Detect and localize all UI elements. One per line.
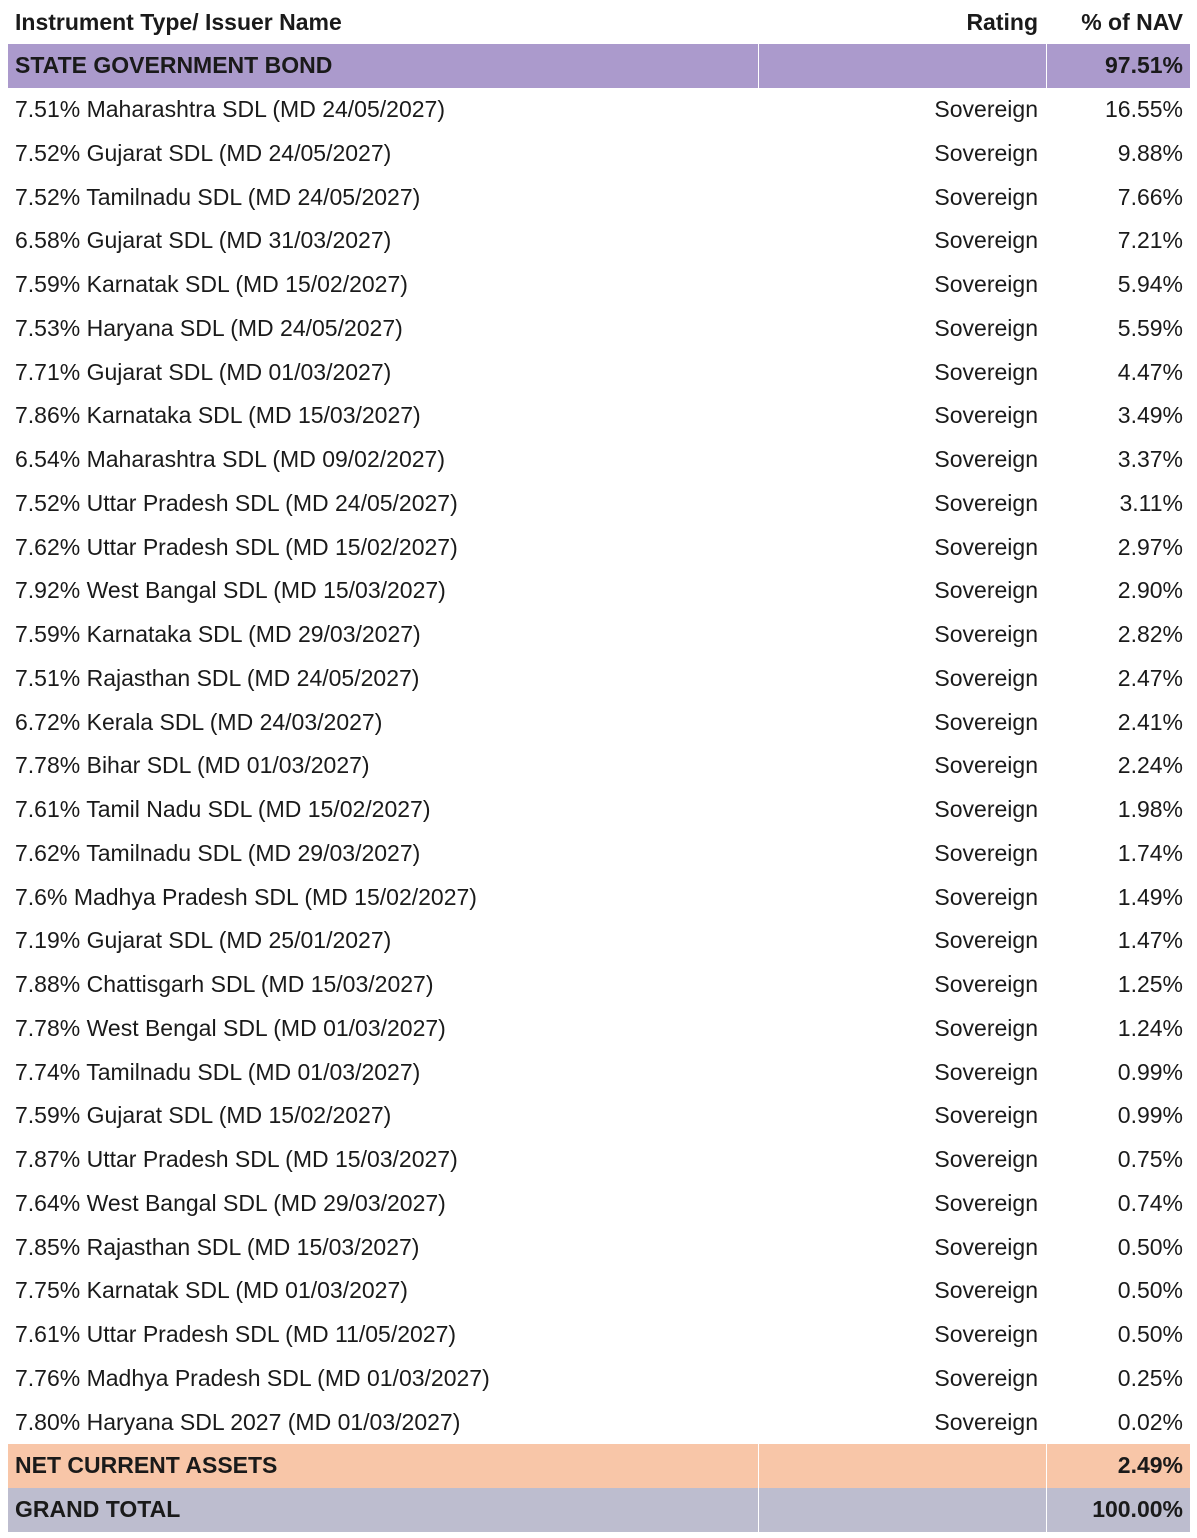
table-row [8, 1007, 1190, 1051]
holding-rating: Sovereign [934, 796, 1038, 823]
holding-nav: 2.24% [1117, 752, 1183, 779]
table-row [8, 1182, 1190, 1226]
table-row [8, 1269, 1190, 1313]
table-row [8, 132, 1190, 176]
holding-nav: 16.55% [1104, 96, 1183, 123]
holding-nav: 2.41% [1117, 708, 1183, 735]
holding-nav: 0.50% [1117, 1233, 1183, 1260]
holding-rating: Sovereign [934, 314, 1038, 341]
holding-nav: 0.99% [1117, 1058, 1183, 1085]
net-current-assets-rating [758, 1444, 1046, 1488]
table-row [8, 744, 1190, 788]
table-row [8, 350, 1190, 394]
section-rating [758, 44, 1046, 88]
holding-rating: Sovereign [934, 927, 1038, 954]
table-row [8, 482, 1190, 526]
holding-name: 7.92% West Bangal SDL (MD 15/03/2027) [15, 577, 446, 604]
holding-nav: 7.21% [1117, 227, 1183, 254]
holding-name: 7.61% Tamil Nadu SDL (MD 15/02/2027) [15, 796, 431, 823]
grand-total-rating [758, 1488, 1046, 1532]
grand-total-row [8, 1488, 1190, 1532]
holding-nav: 5.94% [1117, 271, 1183, 298]
table-row [8, 1400, 1190, 1444]
holding-name: 7.19% Gujarat SDL (MD 25/01/2027) [15, 927, 392, 954]
table-row [8, 175, 1190, 219]
holding-name: 7.51% Rajasthan SDL (MD 24/05/2027) [15, 664, 420, 691]
holding-nav: 2.90% [1117, 577, 1183, 604]
holding-name: 7.59% Karnataka SDL (MD 29/03/2027) [15, 621, 421, 648]
holding-name: 6.54% Maharashtra SDL (MD 09/02/2027) [15, 446, 445, 473]
holding-nav: 5.59% [1117, 314, 1183, 341]
section-row-state-government-bond [8, 44, 1190, 88]
holding-name: 7.62% Tamilnadu SDL (MD 29/03/2027) [15, 839, 421, 866]
holding-rating: Sovereign [934, 446, 1038, 473]
holding-rating: Sovereign [934, 489, 1038, 516]
holding-rating: Sovereign [934, 1189, 1038, 1216]
table-row [8, 307, 1190, 351]
holding-name: 7.75% Karnatak SDL (MD 01/03/2027) [15, 1277, 408, 1304]
holding-nav: 7.66% [1117, 183, 1183, 210]
holding-rating: Sovereign [934, 1233, 1038, 1260]
holding-rating: Sovereign [934, 183, 1038, 210]
column-header-nav: % of NAV [1081, 8, 1183, 35]
table-row [8, 657, 1190, 701]
holding-name: 7.61% Uttar Pradesh SDL (MD 11/05/2027) [15, 1321, 457, 1348]
holding-nav: 0.25% [1117, 1364, 1183, 1391]
grand-total-label: GRAND TOTAL [8, 1488, 758, 1532]
table-row [8, 1313, 1190, 1357]
net-current-assets-nav: 2.49% [1046, 1444, 1190, 1488]
table-row [8, 525, 1190, 569]
table-row [8, 88, 1190, 132]
holding-nav: 3.11% [1119, 489, 1183, 516]
table-row [8, 788, 1190, 832]
holding-rating: Sovereign [934, 1408, 1038, 1435]
holding-rating: Sovereign [934, 1321, 1038, 1348]
table-row [8, 569, 1190, 613]
holding-nav: 3.49% [1117, 402, 1183, 429]
holdings-table [8, 0, 1190, 1532]
holding-nav: 2.82% [1117, 621, 1183, 648]
holding-rating: Sovereign [934, 533, 1038, 560]
holding-name: 7.78% Bihar SDL (MD 01/03/2027) [15, 752, 370, 779]
table-header [8, 0, 1190, 44]
holding-rating: Sovereign [934, 1146, 1038, 1173]
holding-nav: 2.97% [1117, 533, 1183, 560]
table-row [8, 438, 1190, 482]
holding-name: 7.87% Uttar Pradesh SDL (MD 15/03/2027) [15, 1146, 458, 1173]
table-row [8, 613, 1190, 657]
holding-name: 7.64% West Bangal SDL (MD 29/03/2027) [15, 1189, 446, 1216]
table-row [8, 832, 1190, 876]
table-body [8, 44, 1190, 1532]
holding-name: 7.59% Gujarat SDL (MD 15/02/2027) [15, 1102, 392, 1129]
holding-name: 7.80% Haryana SDL 2027 (MD 01/03/2027) [15, 1408, 461, 1435]
holding-nav: 0.50% [1117, 1277, 1183, 1304]
holding-nav: 0.75% [1117, 1146, 1183, 1173]
table-row [8, 263, 1190, 307]
holding-nav: 1.49% [1117, 883, 1183, 910]
holding-nav: 1.25% [1117, 971, 1183, 998]
holding-rating: Sovereign [934, 227, 1038, 254]
holding-name: 7.76% Madhya Pradesh SDL (MD 01/03/2027) [15, 1364, 490, 1391]
holding-rating: Sovereign [934, 1058, 1038, 1085]
holding-nav: 1.47% [1117, 927, 1183, 954]
holding-rating: Sovereign [934, 358, 1038, 385]
holding-rating: Sovereign [934, 708, 1038, 735]
holding-name: 7.71% Gujarat SDL (MD 01/03/2027) [15, 358, 392, 385]
column-header-instrument: Instrument Type/ Issuer Name [15, 8, 342, 35]
holding-rating: Sovereign [934, 1364, 1038, 1391]
holding-name: 7.85% Rajasthan SDL (MD 15/03/2027) [15, 1233, 420, 1260]
holding-nav: 1.74% [1117, 839, 1183, 866]
holding-name: 7.59% Karnatak SDL (MD 15/02/2027) [15, 271, 408, 298]
holding-name: 7.62% Uttar Pradesh SDL (MD 15/02/2027) [15, 533, 458, 560]
table-row [8, 919, 1190, 963]
holding-nav: 4.47% [1117, 358, 1183, 385]
holding-rating: Sovereign [934, 971, 1038, 998]
section-nav: 97.51% [1046, 44, 1190, 88]
holding-name: 7.51% Maharashtra SDL (MD 24/05/2027) [15, 96, 445, 123]
table-row [8, 1357, 1190, 1401]
holding-rating: Sovereign [934, 752, 1038, 779]
holding-name: 7.52% Gujarat SDL (MD 24/05/2027) [15, 139, 392, 166]
holding-rating: Sovereign [934, 577, 1038, 604]
holding-nav: 0.50% [1117, 1321, 1183, 1348]
holding-rating: Sovereign [934, 1102, 1038, 1129]
holding-rating: Sovereign [934, 664, 1038, 691]
holding-nav: 0.74% [1117, 1189, 1183, 1216]
table-row [8, 1094, 1190, 1138]
net-current-assets-row [8, 1444, 1190, 1488]
holding-nav: 1.98% [1117, 796, 1183, 823]
header-row [8, 0, 1190, 44]
holding-rating: Sovereign [934, 883, 1038, 910]
table-row [8, 1050, 1190, 1094]
holding-rating: Sovereign [934, 839, 1038, 866]
column-header-rating: Rating [966, 8, 1038, 35]
holding-nav: 0.99% [1117, 1102, 1183, 1129]
holding-nav: 0.02% [1117, 1408, 1183, 1435]
grand-total-nav: 100.00% [1046, 1488, 1190, 1532]
holding-nav: 9.88% [1117, 139, 1183, 166]
holding-nav: 3.37% [1117, 446, 1183, 473]
holding-name: 7.53% Haryana SDL (MD 24/05/2027) [15, 314, 403, 341]
holding-name: 6.58% Gujarat SDL (MD 31/03/2027) [15, 227, 392, 254]
table-row [8, 394, 1190, 438]
table-row [8, 1225, 1190, 1269]
holding-rating: Sovereign [934, 271, 1038, 298]
holding-nav: 1.24% [1117, 1014, 1183, 1041]
holding-rating: Sovereign [934, 139, 1038, 166]
table-row [8, 963, 1190, 1007]
holding-name: 7.52% Uttar Pradesh SDL (MD 24/05/2027) [15, 489, 458, 516]
holding-name: 7.86% Karnataka SDL (MD 15/03/2027) [15, 402, 421, 429]
section-label: STATE GOVERNMENT BOND [8, 44, 758, 88]
table-row [8, 219, 1190, 263]
holding-name: 7.6% Madhya Pradesh SDL (MD 15/02/2027) [15, 883, 477, 910]
holding-rating: Sovereign [934, 402, 1038, 429]
holding-rating: Sovereign [934, 621, 1038, 648]
holding-name: 7.88% Chattisgarh SDL (MD 15/03/2027) [15, 971, 434, 998]
holding-rating: Sovereign [934, 1014, 1038, 1041]
holding-name: 7.78% West Bengal SDL (MD 01/03/2027) [15, 1014, 446, 1041]
table-row [8, 1138, 1190, 1182]
table-row [8, 700, 1190, 744]
holding-rating: Sovereign [934, 96, 1038, 123]
net-current-assets-label: NET CURRENT ASSETS [8, 1444, 758, 1488]
holding-name: 7.74% Tamilnadu SDL (MD 01/03/2027) [15, 1058, 421, 1085]
table-row [8, 875, 1190, 919]
holding-rating: Sovereign [934, 1277, 1038, 1304]
holding-nav: 2.47% [1117, 664, 1183, 691]
holding-name: 7.52% Tamilnadu SDL (MD 24/05/2027) [15, 183, 421, 210]
holding-name: 6.72% Kerala SDL (MD 24/03/2027) [15, 708, 383, 735]
